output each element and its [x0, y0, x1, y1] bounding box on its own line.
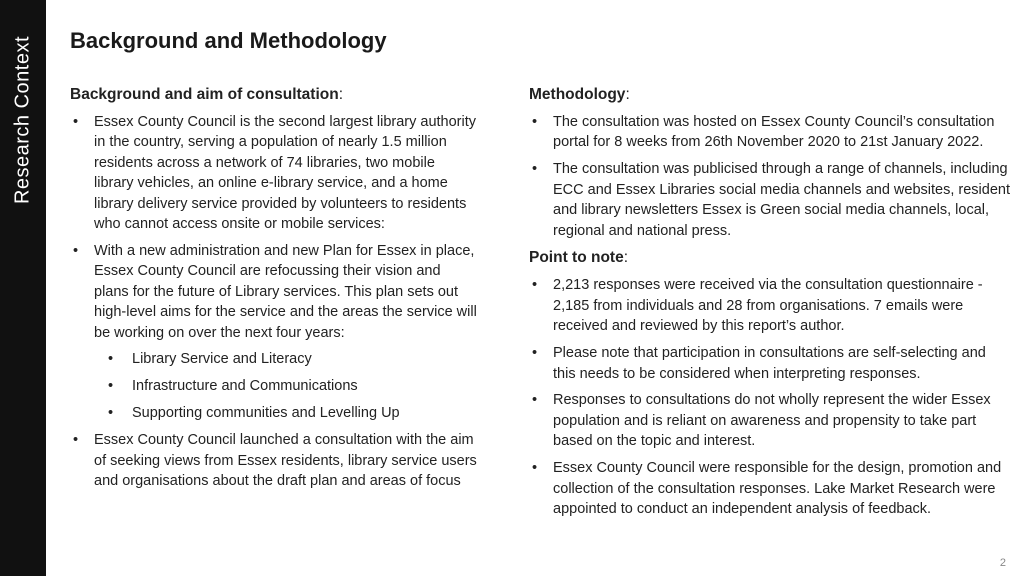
methodology-column [529, 84, 1011, 526]
list-item: • Essex County Council launched a consultation with the aim of seeking views from Essex residents, library service users and organisations about the draft plan and areas of focus [70, 430, 478, 491]
plan-aims-list [94, 349, 478, 423]
list-item-text: With a new administration and new Plan for Essex in place, Essex County Council are refocussing their vision and plans for the future of Library services. This plan sets out high-level aims for the service and the areas the service will be working on over the next four years: [94, 242, 477, 341]
methodology-list [529, 112, 1011, 241]
background-list [70, 112, 478, 491]
methodology-heading-colon: : [625, 86, 630, 103]
point-to-note-heading [529, 247, 1011, 269]
methodology-heading-text: Methodology [529, 86, 626, 103]
point-to-note-list [529, 275, 1011, 519]
background-heading [70, 84, 478, 106]
background-column [70, 84, 478, 498]
methodology-heading [529, 84, 1011, 106]
list-item: • 2,213 responses were received via the consultation questionnaire - 2,185 from individuals and 28 from organisations. 7 emails were received and reviewed by this report’s author. [529, 275, 1011, 336]
list-item: • Essex County Council were responsible for the design, promotion and collection of the consultation responses. Lake Market Research were appointed to conduct an independent analysis of feedback. [529, 458, 1011, 519]
sidebar-label: Research Context [11, 35, 34, 205]
background-heading-text: Background and aim of consultation [70, 86, 339, 103]
sidebar [0, 0, 46, 576]
list-item [70, 241, 478, 424]
list-item: • Please note that participation in consultations are self-selecting and this needs to be considered when interpreting responses. [529, 343, 1011, 384]
page-title: Background and Methodology [70, 28, 387, 53]
list-item: • Responses to consultations do not wholly represent the wider Essex population and is reliant on awareness and propensity to take part based on the topic and interest. [529, 390, 1011, 451]
background-heading-colon: : [338, 86, 343, 103]
sub-list-item: • Infrastructure and Communications [94, 376, 478, 396]
sub-list-item: • Supporting communities and Levelling Up [94, 403, 478, 423]
page-number: 2 [999, 557, 1006, 569]
point-to-note-heading-colon: : [623, 249, 629, 267]
list-item: • The consultation was publicised through a range of channels, including ECC and Essex Libraries social media channels and websites, resident and library newsletters Essex is Green social media channels, local, regional and national press. [529, 159, 1011, 241]
point-to-note-heading-text: Point to note [529, 249, 624, 267]
list-item: • Essex County Council is the second largest library authority in the country, serving a population of nearly 1.5 million residents across a network of 74 libraries, two mobile library vehicles, an online e-library service, and a home library delivery service provided by volunteers to residents who cannot access onsite or mobile services: [70, 112, 478, 234]
list-item: • The consultation was hosted on Essex County Council’s consultation portal for 8 weeks from 26th November 2020 to 21st January 2022. [529, 112, 1011, 153]
sub-list-item: • Library Service and Literacy [94, 349, 478, 369]
